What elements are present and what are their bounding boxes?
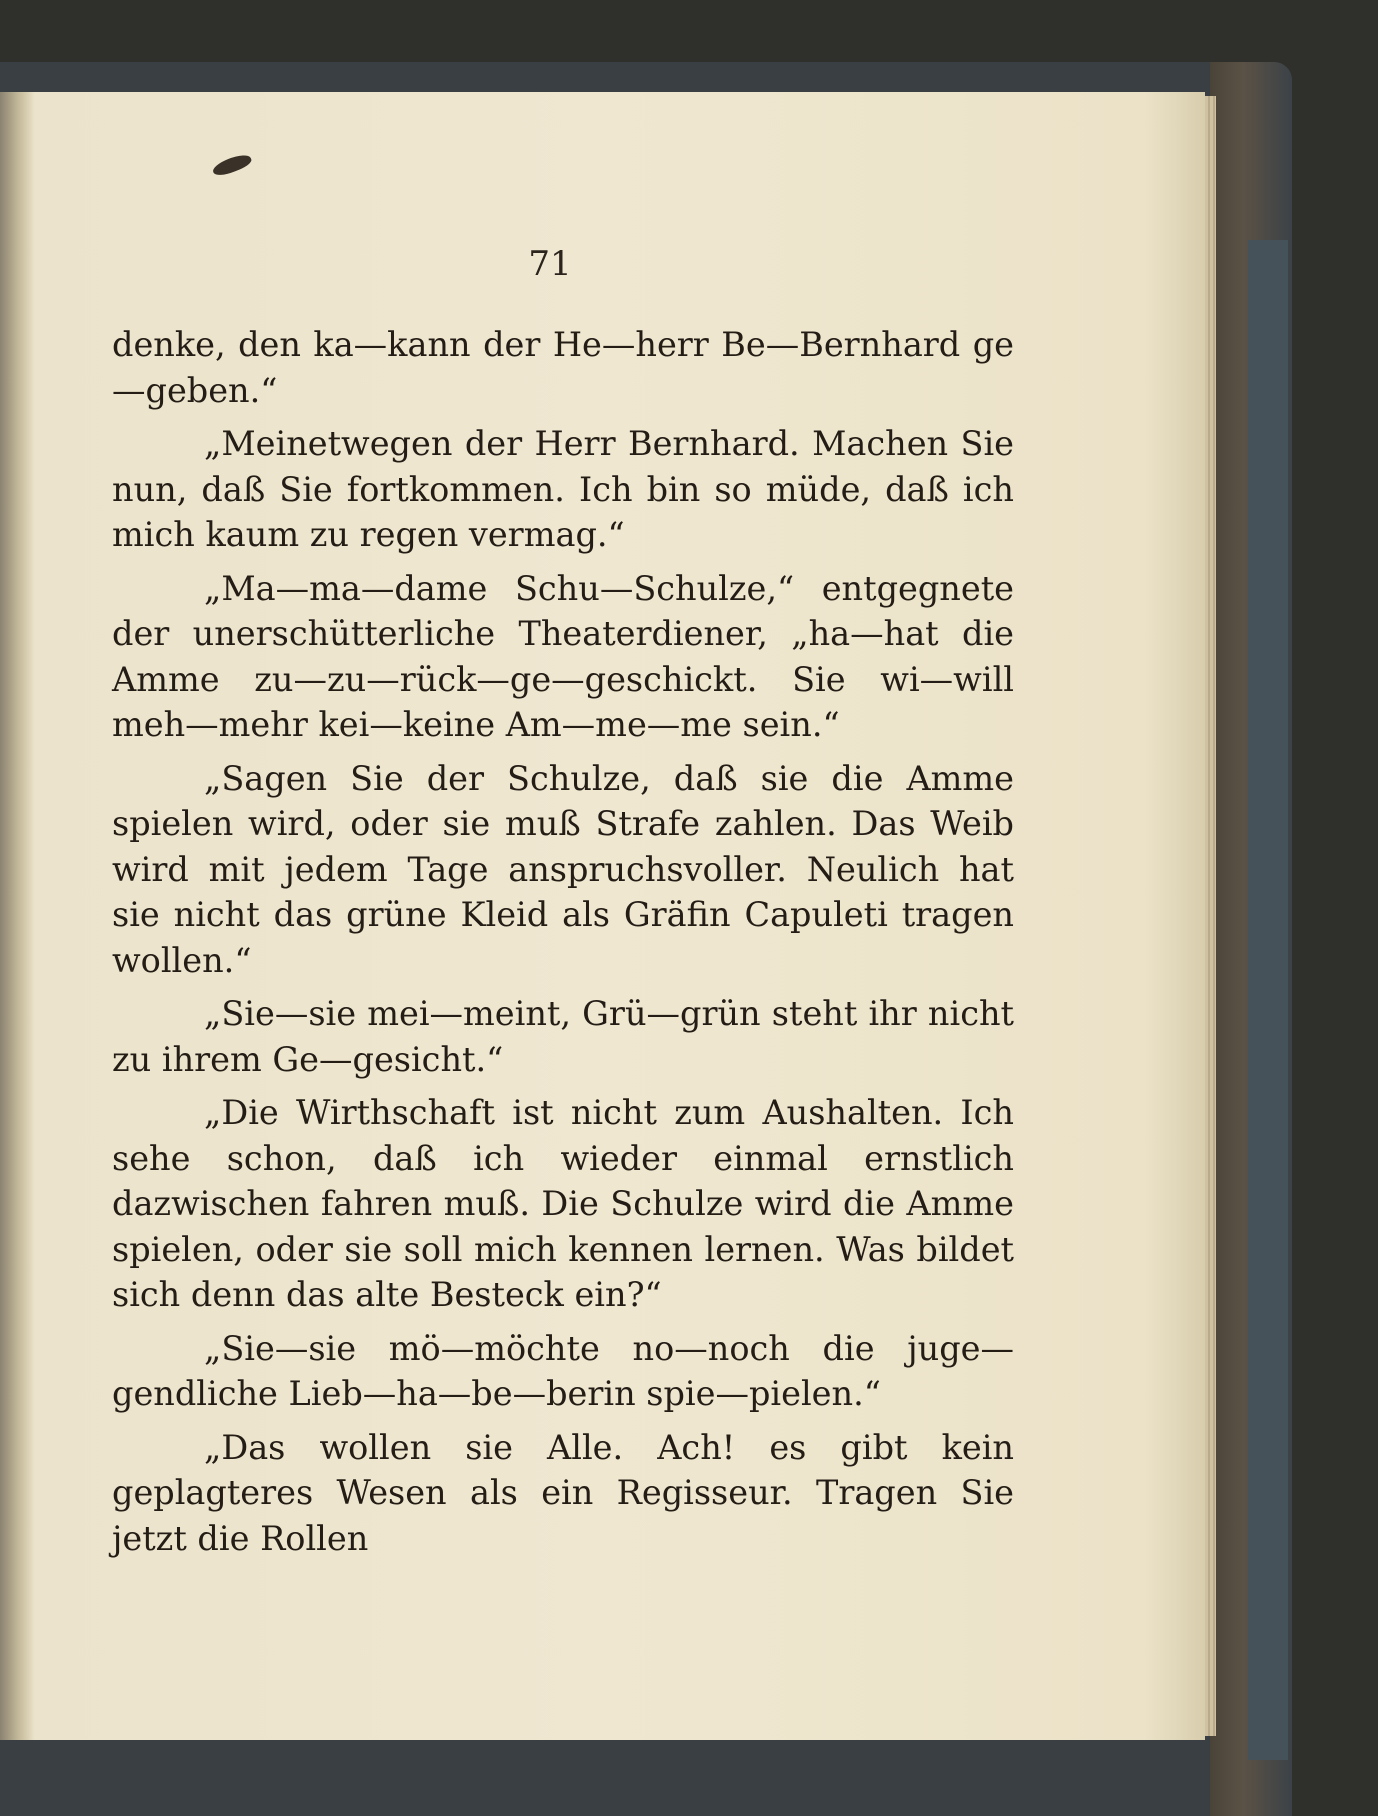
paragraph-2: „Meinetwegen der Herr Bernhard. Machen Sie nun, daß Sie fortkommen. Ich bin so müde, daß ich mich kaum zu regen vermag.“ xyxy=(112,424,1014,554)
paragraph-5: „Sie—sie mei—meint, Grü—grün steht ihr nicht zu ihrem Ge—gesicht.“ xyxy=(112,994,1014,1079)
paragraph-4: „Sagen Sie der Schulze, daß sie die Amme spielen wird, oder sie muß Strafe zahlen. Das Weib wird mit jedem Tage anspruchsvoller. Neulich hat sie nicht das grüne Kleid als Gräfin Capuleti tragen wollen.“ xyxy=(112,758,1014,980)
paragraph-8: „Das wollen sie Alle. Ach! es gibt kein geplagteres Wesen als ein Regisseur. Tragen Sie jetzt die Rollen xyxy=(112,1427,1014,1558)
paragraph-7: „Sie—sie mö—möchte no—noch die juge—gendliche Lieb—ha—be—berin spie—pielen.“ xyxy=(112,1328,1014,1413)
paragraph-6: „Die Wirthschaft ist nicht zum Aushalten. Ich sehe schon, daß ich wieder einmal ernstlich dazwischen fahren muß. Die Schulze wird die Amme spielen, oder sie soll mich kennen lernen. Was bildet sich denn das alte Besteck ein?“ xyxy=(112,1093,1014,1314)
body-text xyxy=(112,322,1014,1569)
page-gutter xyxy=(0,92,34,1740)
paragraph-3: „Ma—ma—dame Schu—Schulze,“ entgegnete der unerschütterliche Theaterdiener, „ha—hat die Amme zu—zu—rück—ge—geschickt. Sie wi—will meh—mehr kei—keine Am—me—me sein.“ xyxy=(112,568,1014,744)
paragraph-1: denke, den ka—kann der He—herr Be—Bernhard ge—geben.“ xyxy=(112,325,1014,410)
cover-binding-strip xyxy=(1248,240,1288,1760)
page-number: 71 xyxy=(528,244,572,284)
